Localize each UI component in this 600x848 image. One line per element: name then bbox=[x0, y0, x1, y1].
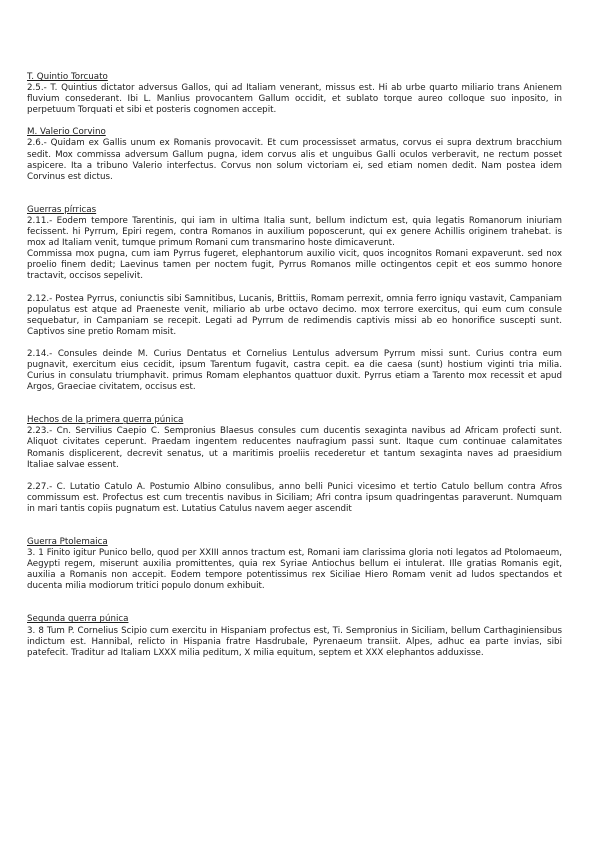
section-heading: Guerra Ptolemaica bbox=[27, 537, 108, 547]
section-segunda-guerra-punica bbox=[27, 614, 562, 658]
section-heading: T. Quintio Torcuato bbox=[27, 72, 108, 82]
paragraph: 2.27.- C. Lutatio Catulo A. Postumio Albino consulibus, anno belli Punici vicesimo et tertio Catulo bellum contra Afros commissum est. Profectus est cum trecentis navibus in Siciliam; Afri contra ipsum quadringentas paraverunt. Numquam in mari tantis copiis pugnatum est. Lutatius Catulus navem aeger ascendit bbox=[27, 481, 562, 514]
section-heading: M. Valerio Corvino bbox=[27, 127, 106, 138]
paragraph: 2.6.- Quidam ex Gallis unum ex Romanis provocavit. Et cum processisset armatus, corvus ei supra dextrum bracchium sedit. Mox commissa adversum Gallum pugna, idem corvus alis et unguibus Galli oculos verberavit, ne rectum posset aspicere. Ita a tribuno Valerio interfectus. Corvus non solum victoriam ei, sed etiam nomen dedit. Nam postea idem Corvinus est dictus. bbox=[27, 138, 562, 182]
paragraph: 2.12.- Postea Pyrrus, coniunctis sibi Samnitibus, Lucanis, Brittiis, Romam perrexit, omnia ferro igniqu vastavit, Campaniam populatus est atque ad Praeneste venit, miliario ab urbe octavo decimo. mox terrore exercitus, qui eum cum consule sequebatur, in Campaniam se recepit. Legati ad Pyrrum de redimendis captivis missi ab eo honorifice suscepti sunt. Captivos sine pretio Romam misit. bbox=[27, 293, 562, 337]
paragraph: 3. 1 Finito igitur Punico bello, quod per XXIII annos tractum est, Romani iam clarissima gloria noti legatos ad Ptolomaeum, Aegypti regem, miserunt auxilia promittentes, quia rex Syriae Antiochus bellum ei intulerat. Ille gratias Romanis egit, auxilia a Romanis non accepit. Eodem tempore potentissimus rex Siciliae Hiero Romam venit ad ludos spectandos et ducenta milia modiorum tritici populo donum exhibuit. bbox=[27, 548, 562, 592]
paragraph: 2.23.- Cn. Servilius Caepio C. Sempronius Blaesus consules cum ducentis sexaginta navibus ad Africam profecti sunt. Aliquot civitates ceperunt. Praedam ingentem reducentes naufragium passi sunt. Itaque cum continuae calamitates Romanis displicerent, decrevit senatus, ut a maritimis proeliis recederetur et tantum sexaginta naves ad praesidium Italiae salvae essent. bbox=[27, 426, 562, 470]
section-heading: Hechos de la primera guerra púnica bbox=[27, 415, 184, 426]
section-corvino bbox=[27, 127, 562, 182]
document-page bbox=[27, 72, 562, 659]
paragraph: 2.5.- T. Quintius dictator adversus Gallos, qui ad Italiam venerant, missus est. Hi ab urbe quarto miliario trans Anienem fluvium consederant. Ibi L. Manlius provocantem Gallum occidit, et sublato torque aureo colloque suo inposito, in perpetuum Torquati et sibi et posteris cognomen accepit. bbox=[27, 83, 562, 116]
section-heading: Segunda guerra púnica bbox=[27, 614, 129, 625]
paragraph: Commissa mox pugna, cum iam Pyrrus fugeret, elephantorum auxilio vicit, quos incognitos Romani expaverunt. sed nox proelio finem dedit; Laevinus tamen per noctem fugit, Pyrrus Romanos mille octingentos cepit et eos summo honore tractavit, occisos sepelivit. bbox=[27, 249, 562, 282]
section-guerras-pirricas bbox=[27, 205, 562, 393]
section-heading: Guerras pírricas bbox=[27, 204, 97, 215]
section-torcuato bbox=[27, 72, 562, 116]
paragraph: 3. 8 Tum P. Cornelius Scipio cum exercitu in Hispaniam profectus est, Ti. Sempronius in Siciliam, bellum Carthaginiensibus indictum est. Hannibal, relicto in Hispania fratre Hasdrubale, Pyrenaeum transiit. Alpes, adhuc ea parte invias, sibi patefecit. Traditur ad Italiam LXXX milia peditum, X milia equitum, septem et XXX elephantos adduxisse. bbox=[27, 625, 562, 658]
paragraph: 2.14.- Consules deinde M. Curius Dentatus et Cornelius Lentulus adversum Pyrrum missi sunt. Curius contra eum pugnavit, exercitum eius cecidit, ipsum Tarentum fugavit, castra cepit. ea die caesa (sunt) hostium viginti tria milia. Curius in consulatu triumphavit. primus Romam elephantos quattuor duxit. Pyrrus etiam a Tarento mox recessit et apud Argos, Graeciae civitatem, occisus est. bbox=[27, 348, 562, 393]
paragraph: 2.11.- Eodem tempore Tarentinis, qui iam in ultima Italia sunt, bellum indictum est, quia legatis Romanorum iniuriam fecissent. hi Pyrrum, Epiri regem, contra Romanos in auxilium poposcerunt, qui ex genere Achillis originem trahebat. is mox ad Italiam venit, tumque primum Romani cum transmarino hoste dimicaverunt. bbox=[27, 215, 562, 249]
section-guerra-ptolemaica bbox=[27, 537, 562, 592]
section-primera-guerra-punica bbox=[27, 415, 562, 515]
